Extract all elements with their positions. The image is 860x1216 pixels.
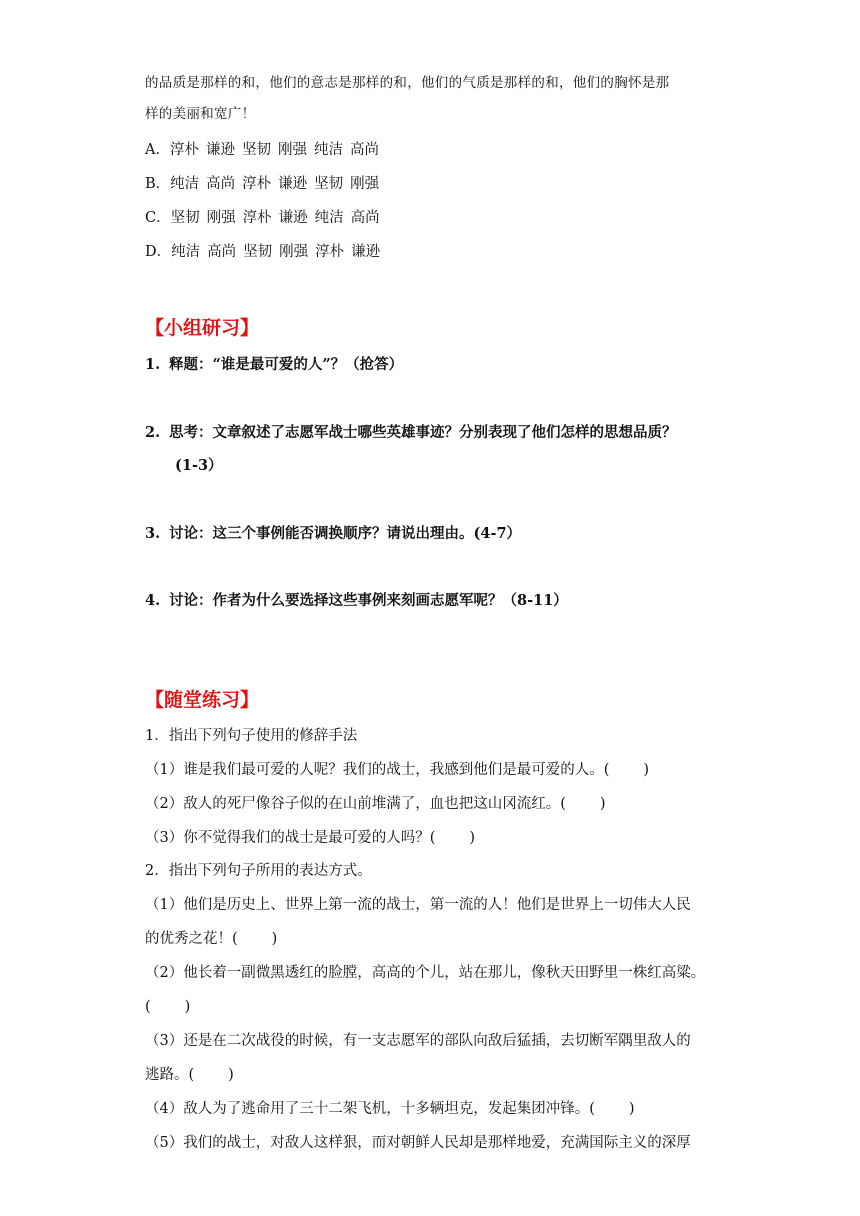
option-d: D．纯洁 高尚 坚韧 刚强 淳朴 谦逊 <box>145 244 381 260</box>
option-b: B．纯洁 高尚 淳朴 谦逊 坚韧 刚强 <box>145 176 380 192</box>
option-label: A． <box>145 142 170 158</box>
practice-q2-item-5: （5）我们的战士，对敌人这样狠，而对朝鲜人民却是那样地爱，充满国际主义的深厚 <box>145 1135 691 1151</box>
practice-q2-item-2b: ( ) <box>145 999 191 1015</box>
practice-q2-item-1b: 的优秀之花！( ) <box>145 931 278 947</box>
group-item-4: 4. 讨论：作者为什么要选择这些事例来刻画志愿军呢？（8-11） <box>145 592 568 609</box>
group-item-1: 1. 释题：“谁是最可爱的人”？（抢答） <box>145 356 404 373</box>
practice-q1: 1．指出下列句子使用的修辞手法 <box>145 728 358 744</box>
practice-q1-item-1: （1）谁是我们最可爱的人呢？我们的战士，我感到他们是最可爱的人。( ) <box>145 762 650 778</box>
option-label: B． <box>145 176 171 192</box>
practice-q2-item-3a: （3）还是在二次战役的时候，有一支志愿军的部队向敌后猛插，去切断军隅里敌人的 <box>145 1033 691 1049</box>
practice-q1-item-2: （2）敌人的死尸像谷子似的在山前堆满了，血也把这山冈流红。( ) <box>145 796 606 812</box>
option-label: D． <box>145 244 172 260</box>
group-item-2-cont: (1-3） <box>175 457 223 474</box>
option-a: A．淳朴 谦逊 坚韧 刚强 纯洁 高尚 <box>145 142 379 158</box>
practice-q2-item-3b: 逃路。( ) <box>145 1067 234 1083</box>
practice-q2-item-4: （4）敌人为了逃命用了三十二架飞机，十多辆坦克，发起集团冲锋。( ) <box>145 1101 635 1117</box>
practice-q2: 2．指出下列句子所用的表达方式。 <box>145 863 372 879</box>
intro-line-1: 的品质是那样的和，他们的意志是那样的和，他们的气质是那样的和，他们的胸怀是那 <box>145 75 670 91</box>
option-c: C．坚韧 刚强 淳朴 谦逊 纯洁 高尚 <box>145 210 380 226</box>
practice-q2-item-1a: （1）他们是历史上、世界上第一流的战士，第一流的人！他们是世界上一切伟大人民 <box>145 897 691 913</box>
option-label: C． <box>145 210 171 226</box>
group-study-heading: 【小组研习】 <box>145 317 260 339</box>
group-item-3: 3. 讨论：这三个事例能否调换顺序？请说出理由。(4-7） <box>145 525 522 542</box>
practice-heading: 【随堂练习】 <box>145 689 260 711</box>
intro-line-2: 样的美丽和宽广！ <box>145 106 256 122</box>
group-item-2: 2. 思考：文章叙述了志愿军战士哪些英雄事迹？分别表现了他们怎样的思想品质？ <box>145 424 677 441</box>
practice-q1-item-3: （3）你不觉得我们的战士是最可爱的人吗？( ) <box>145 830 476 846</box>
practice-q2-item-2a: （2）他长着一副微黑透红的脸膛，高高的个儿，站在那儿，像秋天田野里一株红高粱。 <box>145 965 706 981</box>
